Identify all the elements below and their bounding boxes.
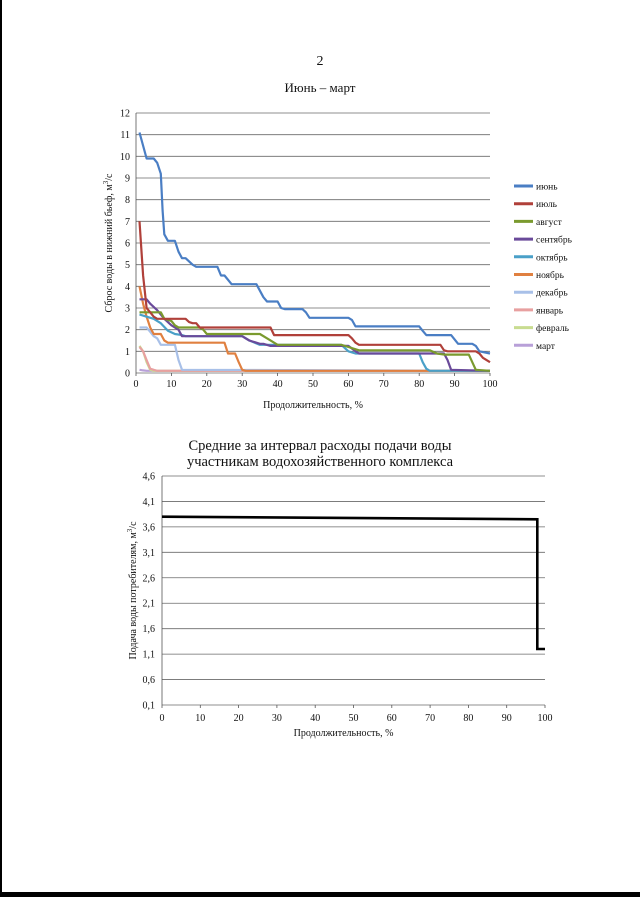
x-tick-label: 60 [386,713,397,724]
chart1-title: Июнь – март [284,80,356,95]
y-tick-label: 3,1 [142,547,155,559]
y-tick-label: 2 [125,325,130,337]
y-tick-label: 4,1 [142,496,155,508]
y-tick-label: 2,1 [142,598,155,610]
x-tick-label: 20 [201,379,212,390]
x-tick-label: 80 [414,379,425,390]
y-tick-label: 1,1 [142,649,155,661]
x-tick-label: 100 [482,379,498,390]
x-tick-label: 70 [378,379,389,390]
legend-label: сентябрь [536,235,572,246]
y-tick-label: 12 [120,108,130,120]
x-tick-label: 50 [308,379,318,390]
y-tick-label: 5 [125,260,130,272]
y-tick-label: 4 [125,281,130,293]
x-tick-label: 20 [233,713,244,724]
scan-border-bottom [0,892,640,897]
y-tick-label: 10 [120,151,130,163]
y-tick-label: 7 [125,216,130,228]
chart2-title-line-1: Средние за интервал расходы подачи воды [188,438,452,454]
y-tick-label: 6 [125,238,130,250]
y-tick-label: 0 [125,368,130,380]
y-axis-title: Подача воды потребителям, $м^3/с$ [126,521,139,660]
x-tick-label: 40 [272,379,283,390]
x-tick-label: 60 [343,379,354,390]
y-tick-label: 11 [120,130,130,142]
y-tick-label: 0,6 [142,675,155,687]
legend-label: март [536,341,555,352]
x-tick-label: 0 [133,379,139,390]
y-tick-label: 4,6 [142,471,155,483]
x-tick-label: 100 [537,713,553,724]
legend-label: август [536,217,562,228]
y-tick-label: 3,6 [142,522,155,534]
x-tick-label: 40 [310,713,321,724]
x-tick-label: 30 [237,379,248,390]
y-tick-label: 1,6 [142,624,155,636]
y-tick-label: 8 [125,195,130,207]
series-line-supply [162,517,545,649]
y-tick-label: 3 [125,303,130,315]
x-tick-label: 10 [195,713,206,724]
legend-label: февраль [536,324,569,335]
legend-label: ноябрь [536,271,564,281]
y-tick-label: 1 [125,346,130,358]
x-tick-label: 50 [348,713,359,724]
page-number: 2 [316,54,324,69]
y-tick-label: 9 [125,173,130,185]
legend-label: июнь [536,182,558,193]
y-axis-title: Сброс воды в нижний бьеф, $м^3/с$ [102,173,115,313]
x-axis-title: Продолжительность, % [293,728,394,739]
legend-label: октябрь [536,253,568,264]
x-tick-label: 90 [501,713,512,724]
x-tick-label: 90 [449,379,460,390]
x-tick-label: 80 [463,713,474,724]
x-tick-label: 70 [425,713,436,724]
y-tick-label: 2,6 [142,573,155,585]
legend-label: июль [536,200,558,211]
y-tick-label: 0,1 [142,700,155,712]
chart2-title-line-2: участникам водохозяйственного комплекса [186,454,454,470]
x-axis-title: Продолжительность, % [263,400,363,411]
x-tick-label: 30 [271,713,282,724]
x-tick-label: 10 [166,379,177,390]
legend-label: январь [536,306,564,317]
legend-label: декабрь [536,288,568,299]
scan-border-left [0,0,2,897]
x-tick-label: 0 [159,713,165,724]
